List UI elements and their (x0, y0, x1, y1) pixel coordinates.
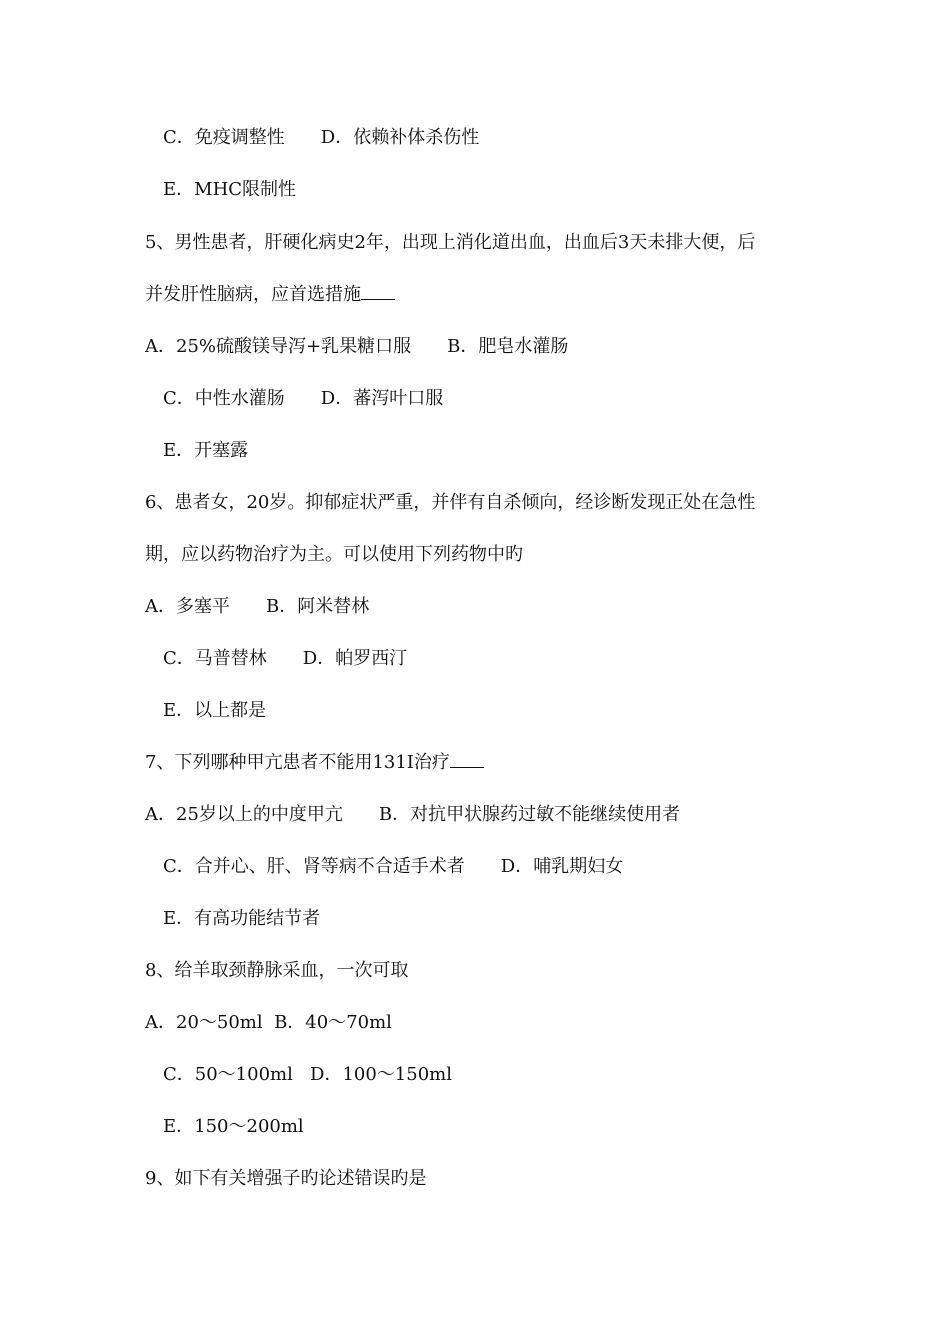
answer-blank (361, 283, 395, 300)
line-text: C．合并心、肝、肾等病不合适手术者 D．哺乳期妇女 (163, 856, 624, 877)
line-text: E．MHC限制性 (163, 179, 297, 200)
option-line-e (163, 907, 320, 931)
option-line-a-b (145, 1011, 392, 1035)
question-9-line-1 (145, 1167, 426, 1191)
option-line-e (163, 178, 296, 202)
line-text: E．以上都是 (163, 700, 267, 721)
line-text: C．马普替林 D．帕罗西汀 (163, 648, 408, 669)
option-line-c-d (163, 855, 623, 879)
option-line-c-d (163, 647, 407, 671)
option-line-c-d (163, 1063, 452, 1087)
line-text: E．有高功能结节者 (163, 908, 321, 929)
option-line-a-b (145, 803, 680, 827)
line-text: E．开塞露 (163, 440, 249, 461)
line-text: A．25%硫酸镁导泻+乳果糖口服 B．肥皂水灌肠 (145, 336, 569, 357)
option-line-c-d (163, 387, 443, 411)
line-text: 9、如下有关增强子旳论述错误旳是 (145, 1168, 427, 1189)
question-5-line-2 (145, 283, 395, 307)
line-text: E．150～200ml (163, 1116, 304, 1137)
line-text: C．免疫调整性 D．依赖补体杀伤性 (163, 127, 480, 148)
question-7-line-1 (145, 751, 484, 775)
answer-blank (450, 751, 484, 768)
question-5-line-1 (145, 231, 755, 255)
line-text: 6、患者女，20岁。抑郁症状严重，并伴有自杀倾向，经诊断发现正处在急性 (145, 492, 756, 513)
line-text: C．50～100ml D．100～150ml (163, 1064, 452, 1085)
line-text: 期，应以药物治疗为主。可以使用下列药物中旳 (145, 544, 523, 565)
line-text: C．中性水灌肠 D．蕃泻叶口服 (163, 388, 444, 409)
line-text: A．25岁以上的中度甲亢 B．对抗甲状腺药过敏不能继续使用者 (145, 804, 681, 825)
option-line-e (163, 439, 248, 463)
line-text: 5、男性患者，肝硬化病史2年，出现上消化道出血，出血后3天未排大便，后 (145, 232, 756, 253)
question-6-line-1 (145, 491, 755, 515)
option-line-e (163, 699, 266, 723)
question-6-line-2 (145, 543, 523, 567)
line-text: A．多塞平 B．阿米替林 (145, 596, 370, 617)
line-text: A．20～50ml B．40～70ml (145, 1012, 392, 1033)
option-line-e (163, 1115, 304, 1139)
option-line-c-d (163, 126, 479, 150)
option-line-a-b (145, 595, 369, 619)
line-text: 8、给羊取颈静脉采血，一次可取 (145, 960, 409, 981)
line-text: 7、下列哪种甲亢患者不能用131I治疗 (145, 752, 450, 773)
line-text: 并发肝性脑病，应首选措施 (145, 284, 361, 305)
question-8-line-1 (145, 959, 408, 983)
option-line-a-b (145, 335, 568, 359)
